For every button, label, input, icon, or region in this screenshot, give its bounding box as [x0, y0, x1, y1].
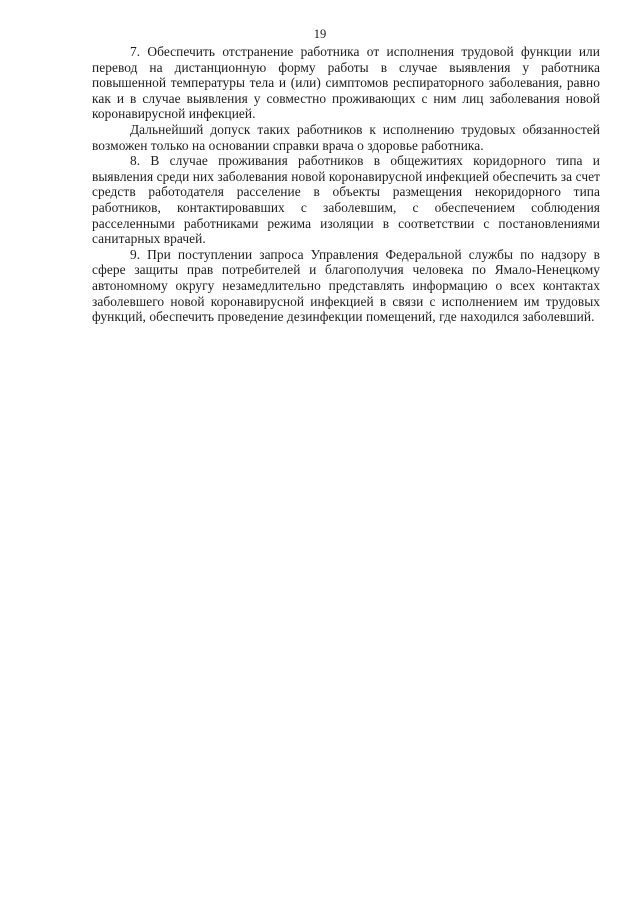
- page-number: 19: [313, 27, 327, 41]
- paragraph-further-admission: Дальнейший допуск таких работников к исполнению трудовых обязанностей возможен только на основании справки врача о здоровье работника.: [92, 121, 600, 153]
- paragraph-item-9: 9. При поступлении запроса Управления Федеральной службы по надзору в сфере защиты прав потребителей и благополучия человека по Ямало-Ненецкому автономному округу незамедлительно представлять информацию о всех контактах заболевшего новой коронавирусной инфекцией в связи с исполнением им трудовых функций, обеспечить проведение дезинфекции помещений, где находился заболевший.: [92, 246, 600, 325]
- paragraph-item-8: 8. В случае проживания работников в общежитиях коридорного типа и выявления среди них заболевания новой коронавирусной инфекцией обеспечить за счет средств работодателя расселение в объекты размещения некоридорного типа работников, контактировавших с заболевшим, с обеспечением соблюдения расселенными работниками режима изоляции в соответствии с постановлениями санитарных врачей.: [92, 153, 600, 247]
- paragraph-item-7: 7. Обеспечить отстранение работника от исполнения трудовой функции или перевод на дистанционную форму работы в случае выявления у работника повышенной температуры тела и (или) симптомов респираторного заболевания, равно как и в случае выявления у совместно проживающих с ним лиц заболевания новой коронавирусной инфекцией.: [92, 44, 600, 122]
- document-body: [92, 44, 600, 325]
